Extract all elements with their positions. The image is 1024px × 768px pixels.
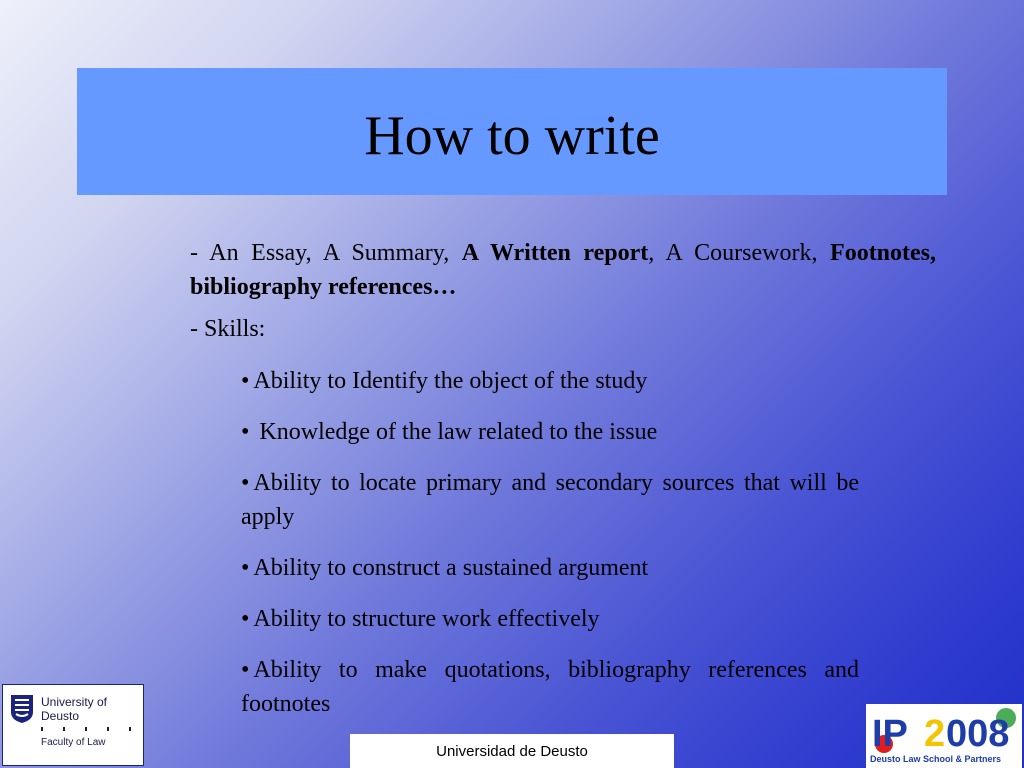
university-logo	[2, 684, 144, 766]
slide-content	[190, 236, 936, 346]
skills-list	[241, 364, 859, 738]
intro-bold-written-report: A Written report	[461, 240, 649, 266]
bullet-text: Ability to structure work effectively	[253, 606, 600, 632]
ip-2008-logo-graphic	[866, 704, 1022, 754]
intro-middle: , A Coursework,	[648, 240, 831, 266]
list-item	[241, 602, 859, 636]
bullet-symbol: •	[241, 555, 250, 581]
intro-bold-footnotes: Footnotes, bibliography references…	[190, 240, 937, 300]
bullet-text: Ability to Identify the object of the study	[253, 368, 648, 394]
bullet-text: Ability to locate primary and secondary sources that will be apply	[241, 470, 859, 530]
svg-text:2: 2	[924, 713, 946, 754]
logo-divider	[41, 727, 137, 731]
university-shield-icon	[10, 694, 34, 724]
list-item	[241, 466, 859, 534]
footer-text: Universidad de Deusto	[436, 742, 588, 760]
list-item	[241, 653, 859, 721]
list-item	[241, 364, 859, 398]
list-item	[241, 551, 859, 585]
svg-text:IP: IP	[872, 713, 908, 754]
skills-label: - Skills:	[190, 316, 266, 342]
list-item	[241, 415, 859, 449]
bullet-symbol: •	[241, 470, 250, 496]
title-bar	[77, 68, 947, 195]
ip-caption: Deusto Law School & Partners	[870, 754, 1002, 764]
intro-paragraph	[190, 236, 936, 304]
svg-text:008: 008	[946, 713, 1010, 754]
bullet-text: Knowledge of the law related to the issue	[253, 419, 658, 445]
slide-title: How to write	[364, 104, 660, 167]
footer-box	[350, 734, 674, 768]
bullet-symbol: •	[241, 419, 250, 445]
faculty-name: Faculty of Law	[41, 737, 106, 748]
bullet-symbol: •	[241, 606, 250, 632]
ip-2008-logo	[866, 704, 1022, 768]
bullet-text: Ability to make quotations, bibliography references and footnotes	[241, 657, 859, 717]
bullet-text: Ability to construct a sustained argument	[253, 555, 649, 581]
intro-prefix: - An Essay, A Summary,	[190, 240, 462, 266]
bullet-symbol: •	[241, 368, 250, 394]
university-name: University of Deusto	[41, 695, 108, 723]
bullet-symbol: •	[241, 657, 250, 683]
